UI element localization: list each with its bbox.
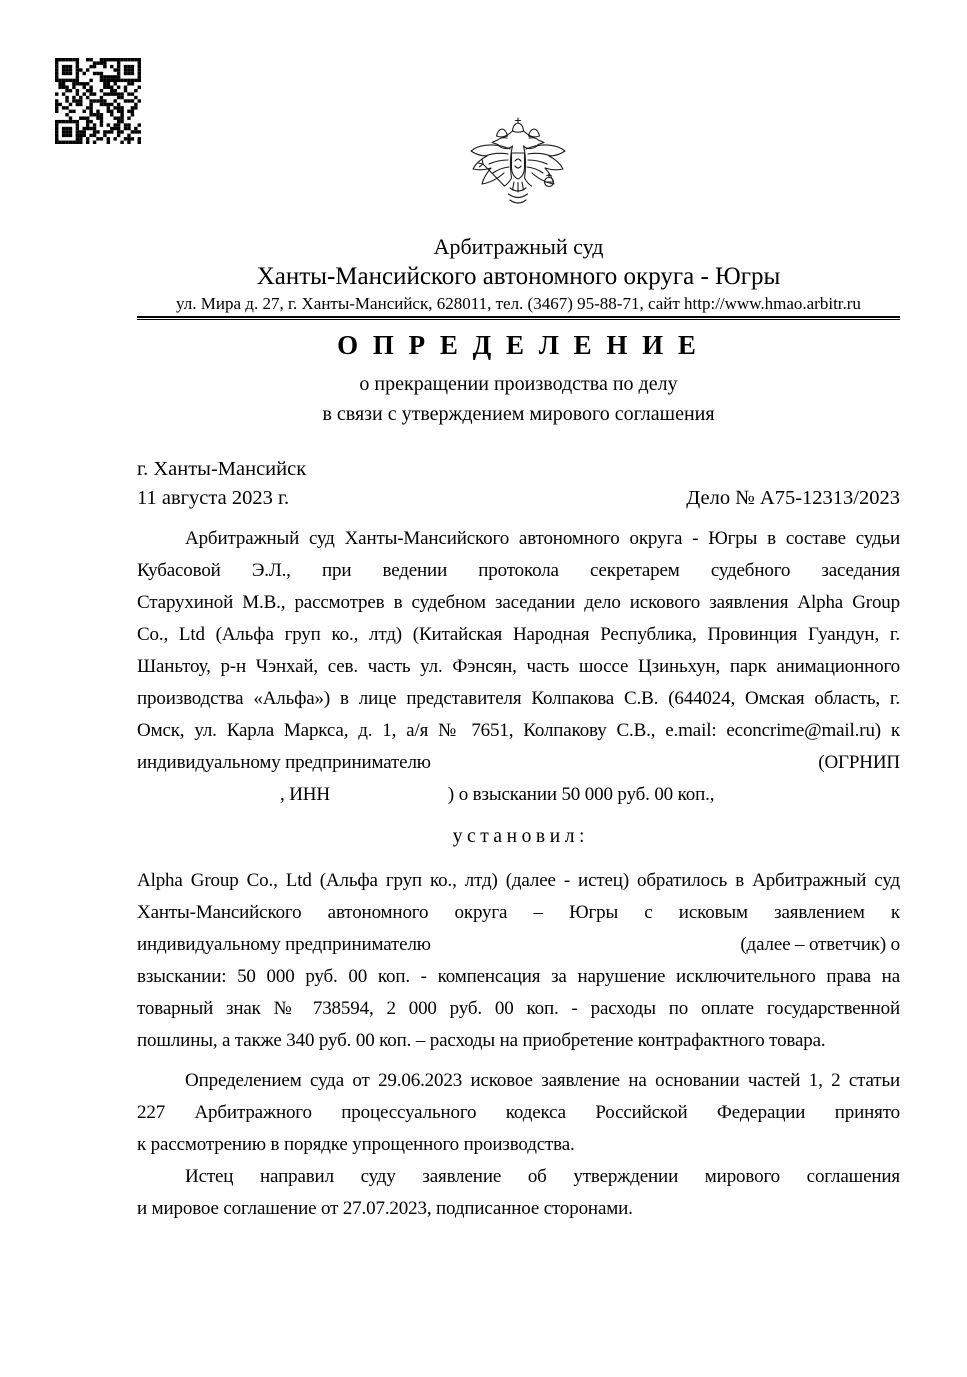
body-line: Старухиной М.В., рассмотрев в судебном заседании дело искового заявления Alpha Group bbox=[137, 592, 900, 613]
document-subtitle-line2: в связи с утверждением мирового соглашения bbox=[322, 403, 715, 425]
case-city: г. Ханты-Мансийск bbox=[137, 458, 307, 480]
body-line-segment: индивидуальному предпринимателю bbox=[137, 752, 431, 773]
case-number: Дело № А75-12313/2023 bbox=[686, 487, 900, 509]
body-line: Co., Ltd (Альфа груп ко., лтд) (Китайская Народная Республика, Провинция Гуандун, г. bbox=[137, 624, 900, 645]
court-name: Арбитражный суд bbox=[433, 234, 604, 259]
body-line: Арбитражный суд Ханты-Мансийского автономного округа - Югры в составе судьи bbox=[185, 528, 900, 549]
body-line bbox=[137, 779, 900, 811]
body-line: Ханты-Мансийского автономного округа – Югры с исковым заявлением к bbox=[137, 902, 900, 923]
document-content bbox=[137, 0, 900, 1225]
body-line: Alpha Group Co., Ltd (Альфа груп ко., лтд) (далее - истец) обратилось в Арбитражный суд bbox=[137, 870, 900, 891]
body-line: Определением суда от 29.06.2023 исковое заявление на основании частей 1, 2 статьи bbox=[185, 1070, 900, 1091]
body-line-segment: ) о взыскании 50 000 руб. 00 коп., bbox=[447, 784, 715, 805]
body-line: Омск, ул. Карла Маркса, д. 1, а/я № 7651, Колпакову С.В., e.mail: econcrime@mail.ru) к bbox=[137, 720, 900, 741]
body-line: Шаньтоу, р-н Чэнхай, сев. часть ул. Фэнсян, часть шоссе Цзиньхун, парк анимационного bbox=[137, 656, 900, 677]
body-line: производства «Альфа») в лице представителя Колпакова С.В. (644024, Омская область, г. bbox=[137, 688, 900, 709]
resolution-heading: у с т а н о в и л : bbox=[452, 826, 585, 847]
body-line: и мировое соглашение от 27.07.2023, подписанное сторонами. bbox=[137, 1198, 633, 1219]
body-line: товарный знак № 738594, 2 000 руб. 00 коп. - расходы по оплате государственной bbox=[137, 998, 900, 1019]
header-divider bbox=[137, 316, 900, 320]
body-line-segment: (далее – ответчик) о bbox=[740, 934, 900, 955]
court-region-name: Ханты-Мансийского автономного округа - Югры bbox=[256, 263, 781, 290]
body-paragraph bbox=[137, 865, 900, 1057]
body-paragraph bbox=[137, 523, 900, 811]
body-line bbox=[137, 929, 900, 961]
court-header bbox=[137, 0, 900, 315]
body-paragraph bbox=[137, 1065, 900, 1161]
qr-code-icon bbox=[55, 58, 141, 144]
body-line: 227 Арбитражного процессуального кодекса Российской Федерации принято bbox=[137, 1102, 900, 1123]
body-line: к рассмотрению в порядке упрощенного производства. bbox=[137, 1134, 575, 1155]
document-subtitle-line1: о прекращении производства по делу bbox=[359, 373, 678, 395]
document-title: О П Р Е Д Е Л Е Н И Е bbox=[337, 330, 700, 360]
body-line: Кубасовой Э.Л., при ведении протокола секретарем судебного заседания bbox=[137, 560, 900, 581]
body-line: пошлины, а также 340 руб. 00 коп. – расходы на приобретение контрафактного товара. bbox=[137, 1030, 826, 1051]
body-line: Истец направил суду заявление об утверждении мирового соглашения bbox=[185, 1166, 900, 1187]
court-address: ул. Мира д. 27, г. Ханты-Мансийск, 628011, тел. (3467) 95-88-71, сайт http://www.hmao.arbitr.ru bbox=[176, 294, 861, 313]
document-date: 11 августа 2023 г. bbox=[137, 487, 290, 509]
body-line-segment: (ОГРНИП bbox=[818, 752, 900, 773]
body-line: взыскании: 50 000 руб. 00 коп. - компенсация за нарушение исключительного права на bbox=[137, 966, 900, 987]
body-paragraph bbox=[137, 1161, 900, 1225]
body-line bbox=[137, 747, 900, 779]
body-line-segment: , ИНН bbox=[280, 784, 330, 805]
document-body bbox=[137, 523, 900, 1225]
date-case-row bbox=[137, 484, 900, 512]
body-line-segment: индивидуальному предпринимателю bbox=[137, 934, 431, 955]
